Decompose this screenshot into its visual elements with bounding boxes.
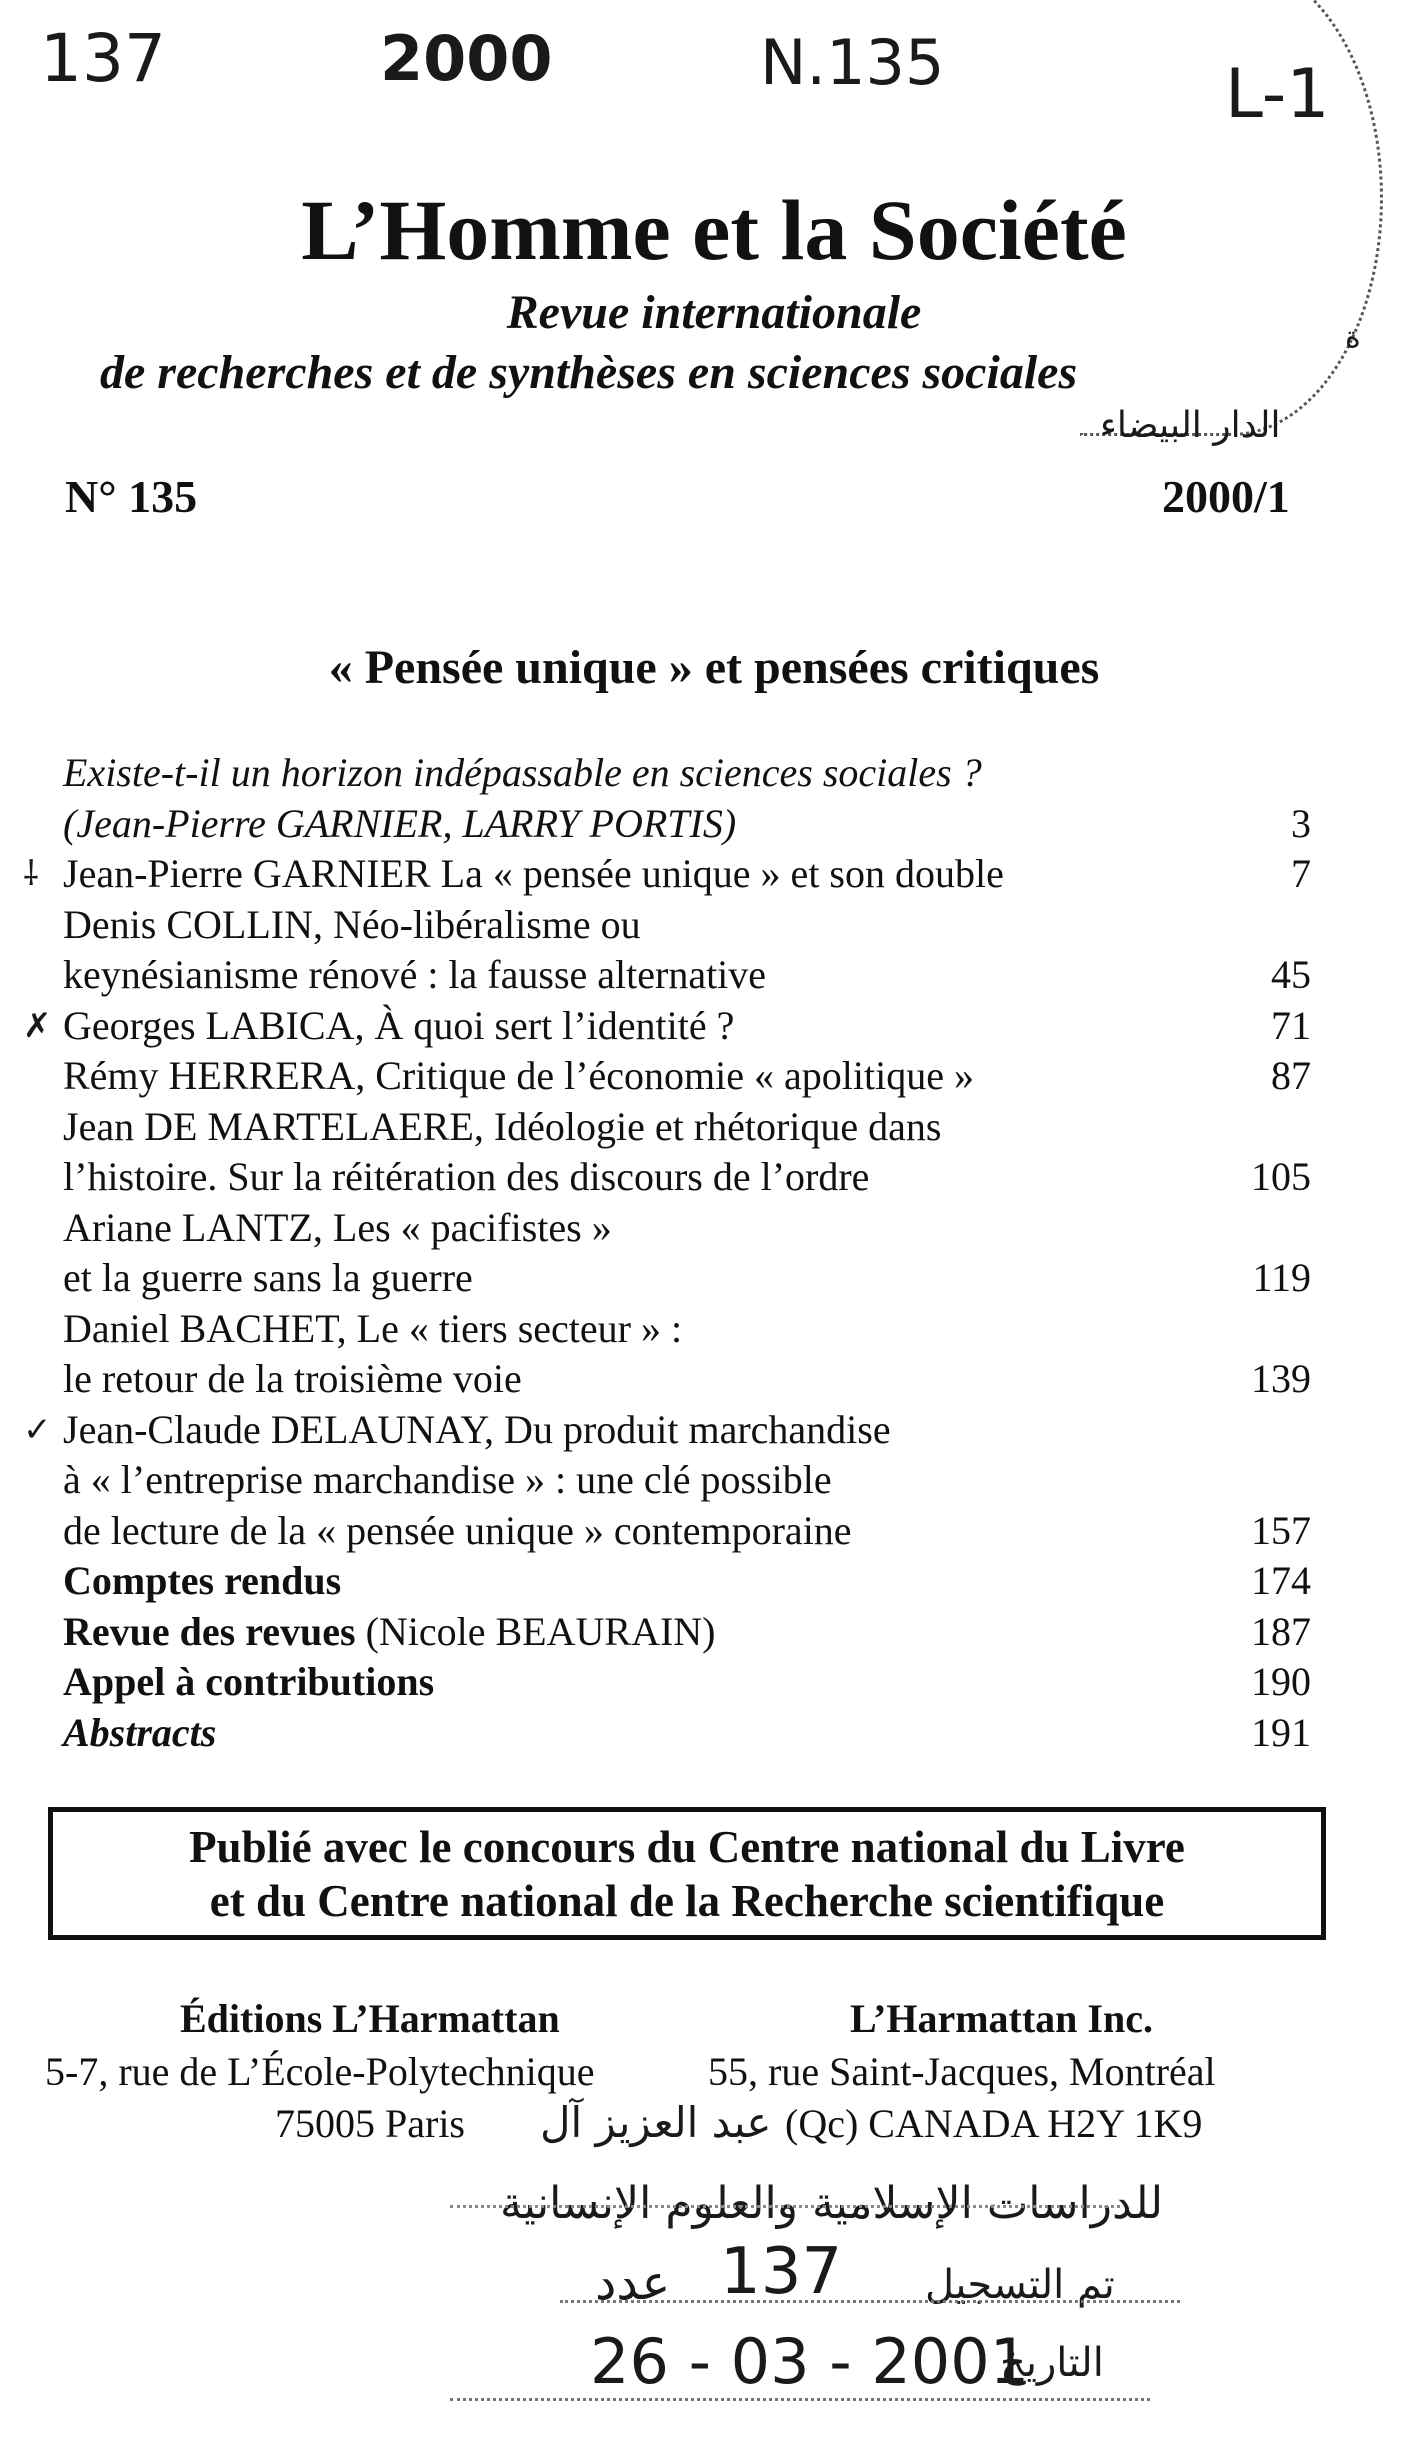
publisher-right-address: 55, rue Saint-Jacques, Montréal	[708, 2049, 1216, 2094]
toc-entry	[23, 1001, 1311, 1052]
toc-entry-page: 3	[1291, 800, 1311, 846]
registration-prefix: عدد	[595, 2255, 671, 2311]
toc-entry-page: 45	[1271, 952, 1311, 997]
library-stamp-line1: عبد العزيز آل	[540, 2098, 772, 2147]
stamp-dotted-line	[450, 2205, 1120, 2208]
toc-entry	[63, 1657, 1311, 1708]
toc-entry	[63, 950, 1311, 1001]
toc-entry-page: 71	[1271, 1002, 1311, 1048]
toc-entry-title: Denis COLLIN, Néo-libéralisme ou	[63, 901, 641, 947]
issue-number: N° 135	[65, 471, 198, 522]
stamp-dotted-line	[560, 2300, 1180, 2303]
toc-entry-title: Jean DE MARTELAERE, Idéologie et rhétorique dans	[63, 1103, 942, 1149]
toc-entry-author: (Nicole BEAURAIN)	[355, 1608, 716, 1654]
toc-entry	[63, 1152, 1311, 1203]
toc-entry	[63, 1556, 1311, 1607]
toc-entry-title: Rémy HERRERA, Critique de l’économie « apolitique »	[63, 1053, 974, 1098]
toc-entry-title: Appel à contributions	[63, 1659, 435, 1704]
toc-entry-page: 187	[1251, 1608, 1311, 1654]
date-label: التاريخ	[1000, 2340, 1104, 2386]
publisher-left-address: 5-7, rue de L’École-Polytechnique	[45, 2049, 595, 2094]
toc-entry-title: Abstracts	[63, 1709, 217, 1755]
toc-entry-title: Ariane LANTZ, Les « pacifistes »	[63, 1204, 612, 1250]
margin-cross-mark: ✗	[23, 1005, 52, 1046]
issue-year: 2000/1	[1162, 471, 1290, 522]
toc-entry-title: Comptes rendus	[63, 1558, 342, 1603]
toc-entry	[63, 1051, 1311, 1102]
toc-entry-page: 105	[1251, 1154, 1311, 1199]
toc-entry	[63, 1455, 1311, 1506]
toc-entry	[23, 1405, 1311, 1456]
registration-number: 137	[720, 2235, 843, 2309]
publisher-left-name: Éditions L’Harmattan	[180, 1996, 560, 2041]
library-stamp-line2: للدراسات الإسلامية والعلوم الإنسانية	[500, 2178, 1164, 2229]
journal-subtitle-line1: Revue internationale	[506, 286, 922, 339]
toc-entry-title-group	[63, 1607, 715, 1658]
toc-entry-title: Jean-Pierre GARNIER La « pensée unique » et son double	[63, 851, 1004, 896]
handwritten-number: 137	[40, 20, 166, 97]
toc-entry	[63, 1708, 1311, 1759]
toc-entry	[63, 748, 1311, 799]
stamp-dotted-line	[450, 2398, 1150, 2401]
publisher-right-city: (Qc) CANADA H2Y 1K9	[785, 2101, 1203, 2146]
handwritten-issue-ref: N.135	[760, 26, 945, 99]
toc-entry	[63, 1203, 1311, 1254]
toc-entry	[23, 849, 1311, 900]
toc-entry-title: de lecture de la « pensée unique » contemporaine	[63, 1507, 852, 1553]
toc-entry	[63, 1354, 1311, 1405]
handwritten-corner-mark: L-1	[1225, 55, 1330, 134]
toc-entry	[63, 1506, 1311, 1557]
toc-entry-page: 191	[1251, 1709, 1311, 1755]
margin-check-mark: ⸸	[23, 854, 39, 894]
journal-title: L’Homme et la Société	[301, 182, 1127, 278]
library-stamp-text: الدار البيضاء	[1100, 405, 1281, 446]
toc-entry-title: Jean-Claude DELAUNAY, Du produit marchandise	[63, 1406, 891, 1452]
toc-entry-title: (Jean-Pierre GARNIER, LARRY PORTIS)	[63, 800, 737, 846]
toc-entry-title: à « l’entreprise marchandise » : une clé possible	[63, 1457, 832, 1502]
toc-entry-title: le retour de la troisième voie	[63, 1356, 522, 1401]
publisher-left-city: 75005 Paris	[275, 2101, 465, 2146]
toc-entry-page: 190	[1251, 1659, 1311, 1704]
toc-entry-page: 7	[1291, 851, 1311, 896]
handwritten-year: 2000	[380, 22, 553, 95]
toc-entry-page: 157	[1251, 1507, 1311, 1553]
sponsor-box	[48, 1807, 1326, 1940]
toc-entry-title: Georges LABICA, À quoi sert l’identité ?	[63, 1002, 735, 1048]
toc-entry-page: 87	[1271, 1053, 1311, 1098]
table-of-contents	[23, 748, 1311, 1758]
library-stamp-side-text: ة	[1345, 320, 1361, 355]
dossier-title: « Pensée unique » et pensées critiques	[328, 641, 1100, 694]
journal-subtitle-line2: de recherches et de synthèses en sciences sociales	[100, 346, 1078, 399]
toc-entry	[63, 1607, 1311, 1658]
toc-entry	[63, 1304, 1311, 1355]
toc-entry-page: 174	[1251, 1558, 1311, 1603]
toc-entry	[63, 1253, 1311, 1304]
toc-entry-page: 139	[1251, 1356, 1311, 1401]
toc-entry-title: keynésianisme rénové : la fausse alternative	[63, 952, 767, 997]
margin-tick-mark: ✓	[23, 1409, 52, 1450]
toc-entry-title: Existe-t-il un horizon indépassable en sciences sociales ?	[63, 750, 982, 795]
sponsor-line2: et du Centre national de la Recherche scientifique	[209, 1876, 1165, 1926]
toc-entry-title: et la guerre sans la guerre	[63, 1255, 473, 1300]
toc-entry	[63, 799, 1311, 850]
toc-entry-title: Daniel BACHET, Le « tiers secteur » :	[63, 1305, 683, 1351]
toc-entry-title: l’histoire. Sur la réitération des discours de l’ordre	[63, 1154, 870, 1199]
toc-entry	[63, 900, 1311, 951]
registration-label: تم التسجيل	[925, 2262, 1115, 2308]
registration-date: 26 - 03 - 2001	[590, 2325, 1030, 2398]
toc-entry	[63, 1102, 1311, 1153]
toc-entry-page: 119	[1252, 1255, 1311, 1300]
sponsor-line1: Publié avec le concours du Centre national du Livre	[189, 1822, 1185, 1872]
toc-entry-title: Revue des revues	[63, 1608, 356, 1654]
publisher-right-name: L’Harmattan Inc.	[850, 1996, 1153, 2041]
